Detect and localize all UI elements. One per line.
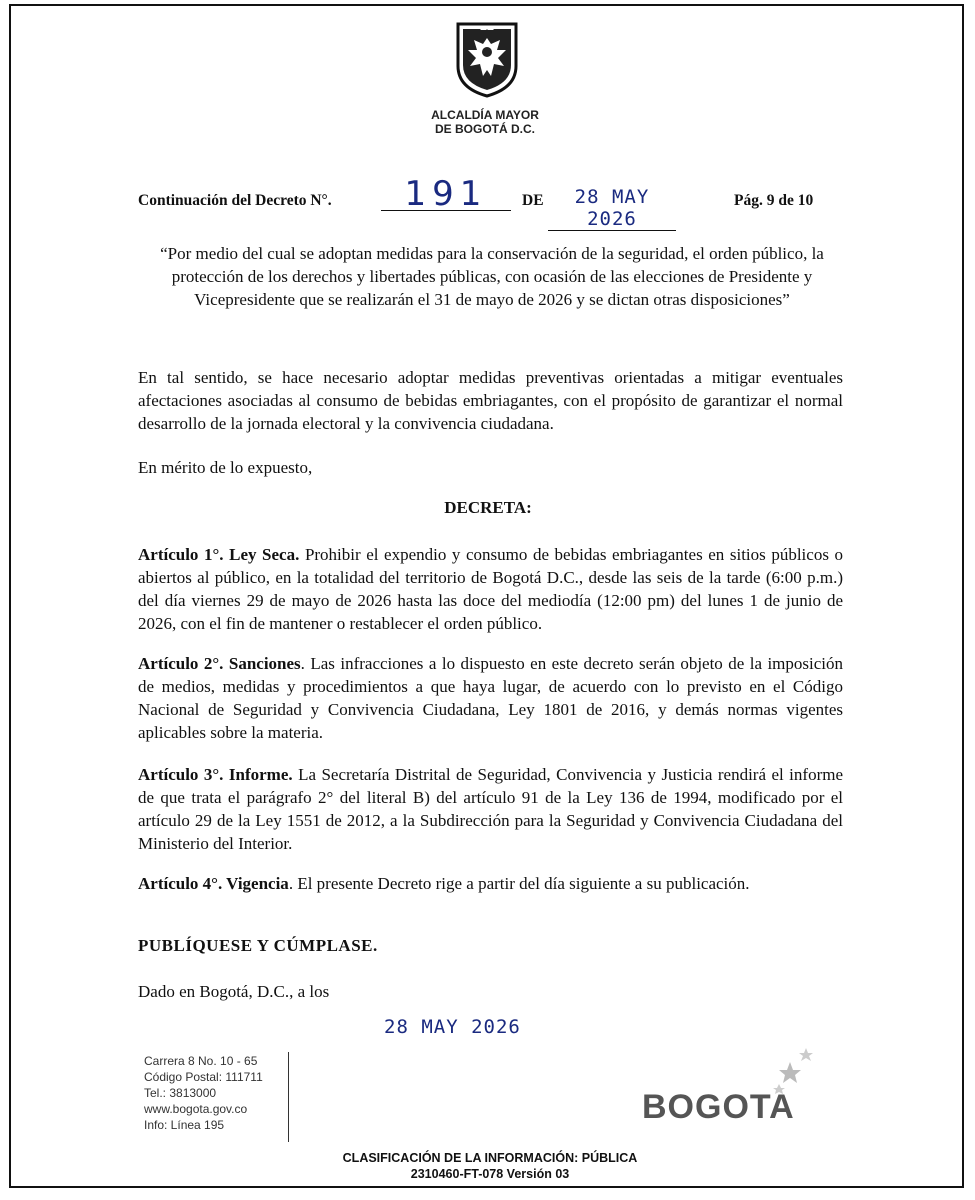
decree-label: Continuación del Decreto N°. — [138, 192, 332, 209]
article-1-title: Artículo 1°. Ley Seca. — [138, 545, 300, 564]
institution-line2: DE BOGOTÁ D.C. — [434, 122, 535, 136]
postal-code-line: Código Postal: 111711 — [144, 1070, 263, 1084]
dado-en-line: Dado en Bogotá, D.C., a los — [138, 982, 330, 1001]
decree-de-label: DE — [522, 192, 544, 209]
article-4 — [138, 872, 843, 895]
form-code: 2310460-FT-078 Versión 03 — [410, 1167, 570, 1181]
merito-paragraph: En mérito de lo expuesto, — [138, 458, 313, 477]
stamp-date: 28 MAY 2026 — [384, 1016, 521, 1038]
decree-header — [138, 174, 838, 230]
website-link[interactable]: www.bogota.gov.co — [144, 1102, 248, 1116]
institution-line1: ALCALDÍA MAYOR — [431, 108, 539, 122]
article-2 — [138, 652, 843, 744]
article-4-title: Artículo 4°. Vigencia — [138, 874, 289, 893]
address-line: Carrera 8 No. 10 - 65 — [144, 1054, 258, 1068]
intro-paragraph: En tal sentido, se hace necesario adoptar medidas preventivas orientadas a mitigar eventuales afectaciones asociadas al consumo de bebidas embriagantes, con el propósito de garantizar el normal desarrollo de la jornada electoral y la convivencia ciudadana. — [138, 368, 843, 433]
classification-block — [250, 1150, 730, 1182]
address-block — [144, 1053, 263, 1133]
article-2-title: Artículo 2°. Sanciones — [138, 654, 301, 673]
article-2-text: . Las infracciones a lo dispuesto en este decreto serán objeto de la imposición de medios, medidas y procedimientos a que haya lugar, de acuerdo con lo previsto en el Código Nacional de Seguridad y Convivencia Ciudadana, Ley 1801 de 2016, y demás normas vigentes aplicables sobre la materia. — [138, 654, 844, 742]
info-line: Info: Línea 195 — [144, 1118, 225, 1132]
decreta-heading: DECRETA: — [444, 498, 532, 517]
article-3-text: La Secretaría Distrital de Seguridad, Convivencia y Justicia rendirá el informe de que trata el parágrafo 2° del literal B) del artículo 91 de la Ley 136 de 1994, modificado por el artículo 29 de la Ley 1551 de 2012, a la Subdirección para la Seguridad y Convivencia Ciudadana del Ministerio del Interior. — [138, 765, 843, 853]
bogota-logo-text: BOGOTA — [642, 1088, 795, 1126]
article-3 — [138, 763, 843, 855]
publiquese-heading: PUBLÍQUESE Y CÚMPLASE. — [138, 936, 378, 955]
decree-number: 191 — [381, 178, 511, 211]
article-1-text: Prohibir el expendio y consumo de bebidas embriagantes en sitios públicos o abiertos al público, en la totalidad del territorio de Bogotá D.C., desde las seis de la tarde (6:00 p.m.) del día viernes 29 de mayo de 2026 hasta las doce del mediodía (12:00 pm) del lunes 1 de junio de 2026, con el fin de mantener o restablecer el orden público. — [138, 545, 843, 633]
page-number: Pág. 9 de 10 — [734, 192, 814, 209]
decree-date: 28 MAY 2026 — [548, 186, 676, 231]
article-3-title: Artículo 3°. Informe. — [138, 765, 293, 784]
article-1 — [138, 543, 843, 635]
address-divider — [288, 1052, 289, 1142]
phone-line: Tel.: 3813000 — [144, 1086, 217, 1100]
decree-subject: “Por medio del cual se adoptan medidas para la conservación de la seguridad, el orden público, la protección de los derechos y libertades públicas, con ocasión de las elecciones de Presidente y Vicepresidente que se realizarán el 31 de mayo de 2026 y se dictan otras disposiciones” — [160, 244, 824, 309]
bogota-coat-of-arms-icon — [454, 20, 520, 98]
classification-label: CLASIFICACIÓN DE LA INFORMACIÓN: PÚBLICA — [342, 1151, 638, 1165]
article-4-text: . El presente Decreto rige a partir del día siguiente a su publicación. — [288, 874, 750, 893]
institution-name — [410, 108, 560, 136]
